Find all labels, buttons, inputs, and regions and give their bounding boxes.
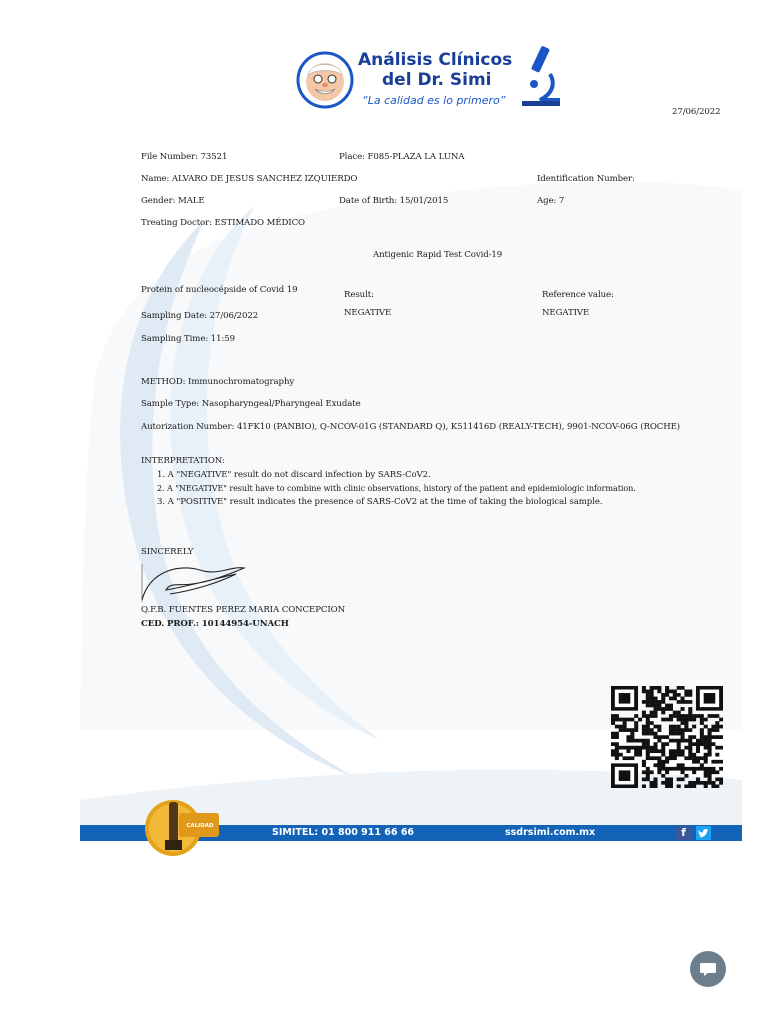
signer-license: CED. PROF.: 10144954-UNACH	[141, 619, 289, 629]
age: Age: 7	[537, 196, 565, 206]
closing: SINCERELY	[141, 547, 194, 557]
microscope-icon	[518, 44, 564, 108]
authorization-number: Autorization Number: 41FK10 (PANBIO), Q-NCOV-01G (STANDARD Q), K511416D (REALY-TECH), 9901-NCOV-06G (ROCHE)	[141, 422, 681, 432]
interpretation-item-2: 2. A "NEGATIVE" result have to combine with clinic observations, history of the patient and epidemiologic information.	[157, 483, 636, 493]
gender: Gender: MALE	[141, 196, 205, 206]
twitter-icon[interactable]	[696, 826, 711, 840]
facebook-icon[interactable]: f	[676, 826, 691, 840]
patient-name: Name: ALVARO DE JESUS SANCHEZ IZQUIERDO	[141, 174, 358, 184]
file-number: File Number: 73521	[141, 152, 228, 162]
logo	[296, 44, 566, 110]
award-badge-label: CALIDAD	[186, 823, 214, 829]
sampling-date: Sampling Date: 27/06/2022	[141, 311, 259, 321]
sampling-time: Sampling Time: 11:59	[141, 334, 236, 344]
reference-label: Reference value:	[542, 290, 614, 300]
date-of-birth: Date of Birth: 15/01/2015	[339, 196, 449, 206]
logo-line-2: del Dr. Simi	[382, 70, 492, 90]
interpretation-item-1: 1. A "NEGATIVE" result do not discard infection by SARS-CoV2.	[157, 470, 431, 480]
method: METHOD: Immunochromatography	[141, 377, 295, 387]
treating-doctor: Treating Doctor: ESTIMADO MÉDICO	[141, 218, 305, 228]
mascot-logo-icon	[296, 51, 354, 109]
chat-icon	[699, 961, 717, 977]
place: Place: F085-PLAZA LA LUNA	[339, 152, 465, 162]
analyte: Protein of nucleocépside of Covid 19	[141, 285, 298, 295]
test-title: Antigenic Rapid Test Covid-19	[373, 250, 503, 260]
logo-slogan: “La calidad es lo primero”	[362, 94, 506, 107]
signer-name: Q.F.B. FUENTES PEREZ MARIA CONCEPCION	[141, 605, 346, 615]
handwritten-signature	[140, 560, 250, 606]
report-date: 27/06/2022	[672, 107, 721, 117]
chat-button[interactable]	[690, 951, 726, 987]
reference-value: NEGATIVE	[542, 308, 590, 318]
logo-line-1: Análisis Clínicos	[358, 50, 513, 70]
interpretation-item-3: 3. A "POSITIVE" result indicates the presence of SARS-CoV2 at the time of taking the biological sample.	[157, 497, 603, 507]
identification-number: Identification Number:	[537, 174, 635, 184]
sample-type: Sample Type: Nasopharyngeal/Pharyngeal Exudate	[141, 399, 361, 409]
result-value: NEGATIVE	[344, 308, 392, 318]
qr-code	[611, 686, 723, 788]
result-label: Result:	[344, 290, 374, 300]
footer-website: ssdrsimi.com.mx	[505, 827, 596, 838]
award-badge-icon	[143, 796, 221, 860]
footer-phone: SIMITEL: 01 800 911 66 66	[272, 827, 415, 838]
interpretation-heading: INTERPRETATION:	[141, 456, 225, 466]
